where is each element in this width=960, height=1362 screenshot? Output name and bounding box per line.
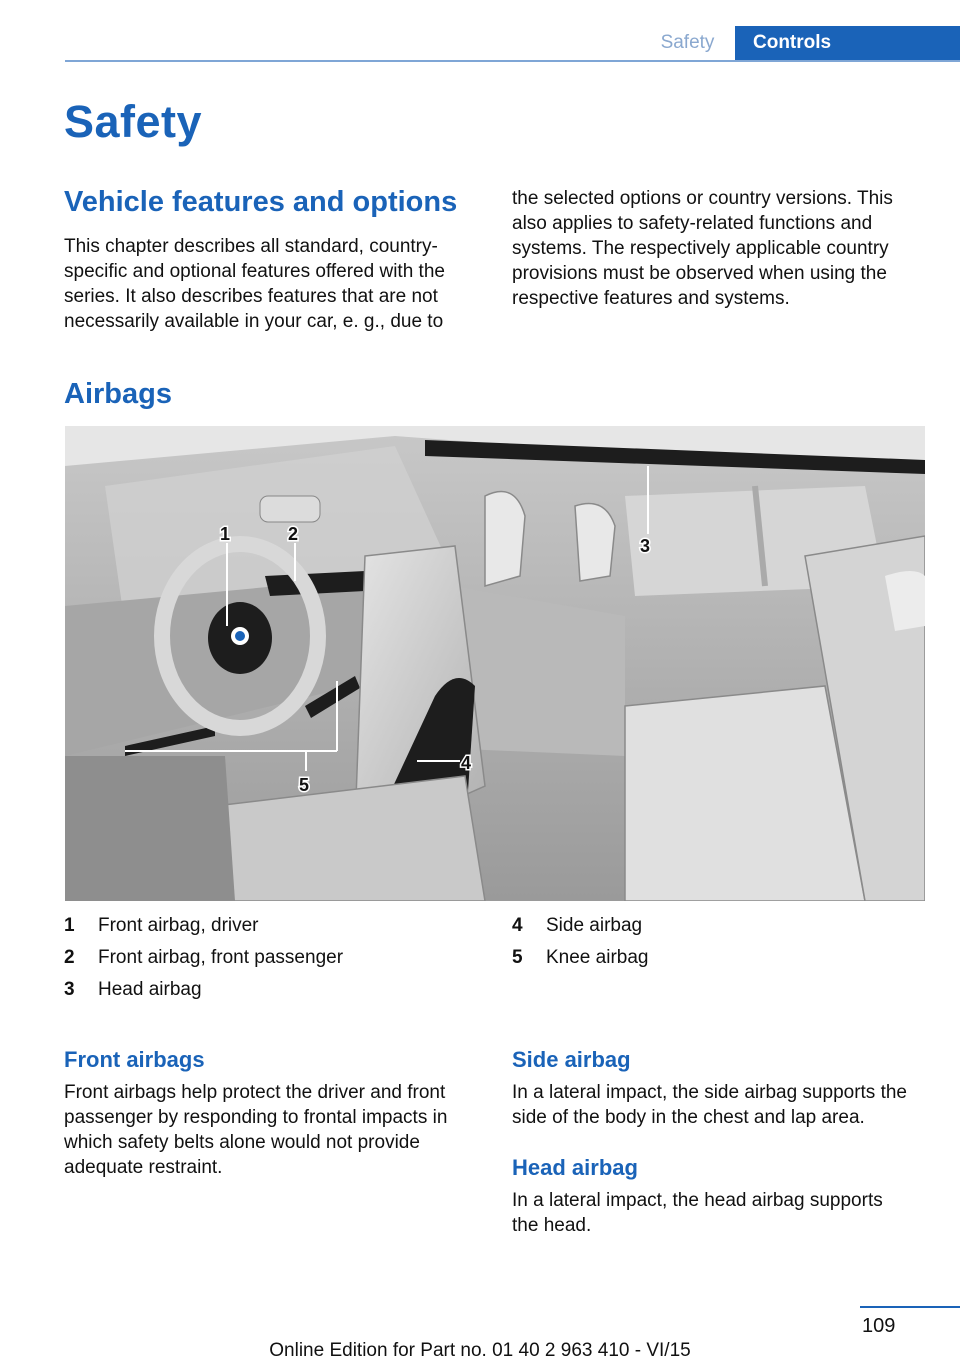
head-airbag-text: In a lateral impact, the head airbag supports the head. xyxy=(512,1190,883,1236)
legend-label: Side airbag xyxy=(546,915,643,936)
vehicle-features-text-col2: the selected options or country versions. This also applies to safety-related functions and systems. The respectively applicable country provisions must be observed when using the respective features and systems. xyxy=(512,188,893,309)
callout-4: 4 xyxy=(461,753,472,773)
legend-label: Front airbag, front passenger xyxy=(98,947,344,968)
legend-item xyxy=(64,942,343,974)
vehicle-features-text-col1: This chapter describes all standard, country-specific and optional features offered with the series. It also describes features that are not necessarily available in your car, e. g., due to xyxy=(64,236,445,332)
side-airbag-heading: Side airbag xyxy=(512,1047,631,1072)
header-section-tab: Safety xyxy=(660,32,715,53)
legend-num: 4 xyxy=(512,915,523,936)
callout-5: 5 xyxy=(299,775,310,795)
callout-3: 3 xyxy=(640,536,651,556)
head-airbag-heading: Head airbag xyxy=(512,1155,638,1180)
vehicle-features-heading: Vehicle features and options xyxy=(64,186,458,218)
legend-item xyxy=(64,974,343,1006)
legend-label: Front airbag, driver xyxy=(98,915,259,936)
edition-note: Online Edition for Part no. 01 40 2 963 410 - VI/15 xyxy=(269,1340,691,1361)
legend-col2 xyxy=(512,910,648,974)
front-airbags-text: Front airbags help protect the driver and front passenger by responding to frontal impacts in which safety belts alone would not provide adequate restraint. xyxy=(64,1082,448,1178)
airbags-heading: Airbags xyxy=(64,378,172,410)
callout-1: 1 xyxy=(220,524,231,544)
legend-label: Knee airbag xyxy=(546,947,649,968)
legend-label: Head airbag xyxy=(98,979,202,1000)
page-title: Safety xyxy=(64,96,203,147)
legend-col1 xyxy=(64,910,343,1006)
legend-num: 2 xyxy=(64,947,75,968)
front-airbags-heading: Front airbags xyxy=(64,1047,205,1072)
page-number: 109 xyxy=(862,1315,896,1337)
legend-num: 5 xyxy=(512,947,523,968)
header-rule xyxy=(65,60,960,62)
legend-item xyxy=(512,942,648,974)
side-airbag-text: In a lateral impact, the side airbag supports the side of the body in the chest and lap area. xyxy=(512,1082,908,1128)
header-chapter-tab: Controls xyxy=(735,26,960,62)
legend-num: 1 xyxy=(64,915,75,936)
legend-num: 3 xyxy=(64,979,75,1000)
footer-rule xyxy=(860,1306,960,1308)
airbags-illustration xyxy=(65,426,925,901)
legend-item xyxy=(512,910,648,942)
legend-item xyxy=(64,910,343,942)
callout-2: 2 xyxy=(288,524,299,544)
